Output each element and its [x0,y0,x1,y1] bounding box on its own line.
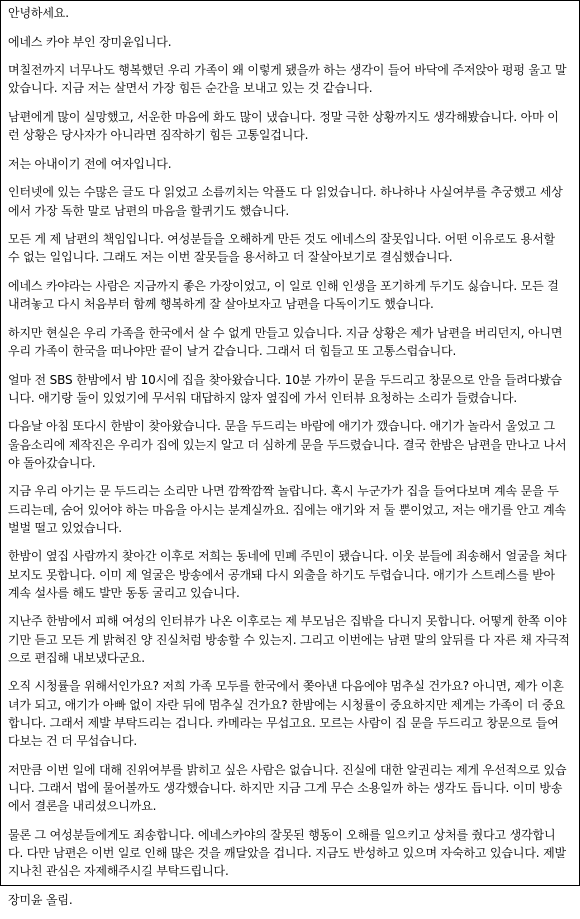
letter-body [8,4,570,919]
paragraph: 얼마 전 SBS 한밤에서 밤 10시에 집을 찾아왔습니다. 10분 가까이 문을 두드리고 창문으로 안을 들려다봤습니다. 애기랑 둘이 있었기에 무서워 대답하지 않자 옆집에 가서 인터뷰 요청하는 소리가 들렸습니다. [8,372,562,405]
paragraph: 하지만 현실은 우리 가족을 한국에서 살 수 없게 만들고 있습니다. 지금 상황은 제가 남편을 버리던지, 아니면 우리 가족이 한국을 떠나야만 끝이 날거 같습니다. 그래서 더 힘들고 또 고통스럽습니다. [8,325,563,358]
paragraph: 며칠전까지 너무나도 행복했던 우리 가족이 왜 이렇게 됐을까 하는 생각이 들어 바닥에 주저앉아 펑펑 울고 말았습니다. 지금 저는 살면서 가장 힘든 순간을 보내고 있는 것 같습니다. [8,63,567,96]
paragraph-intro: 에네스 카야 부인 장미윤입니다. [8,34,172,49]
paragraph: 저만큼 이번 일에 대해 진위여부를 밝히고 싶은 사람은 없습니다. 진실에 대한 알권리는 제게 우선적으로 있습니다. 그래서 법에 물어볼까도 생각했습니다. 하지만 지금 그게 무슨 소용일까 하는 생각도 듭니다. 이미 방송에서 결론을 내리셨으니까요. [8,762,567,813]
paragraph: 물론 그 여성분들에게도 죄송합니다. 에네스카야의 잘못된 행동이 오해를 일으키고 상처를 줬다고 생각합니다. 다만 남편은 이번 일로 인해 많은 것을 깨달았을 겁니다. 지금도 반성하고 있으며 자숙하고 있습니다. 제발 지나친 관심은 자제해주시길 부탁드립니다. [8,827,566,878]
paragraph: 오직 시청률을 위해서인가요? 저희 가족 모두를 한국에서 쫒아낸 다음에야 멈추실 건가요? 아니면, 제가 이혼녀가 되고, 애기가 아빠 없이 자란 뒤에 멈추실 건가요? 한밤에는 시청률이 중요하지만 제게는 가족이 더 중요합니다. 그래서 제발 부탁드리는 겁니다. 카메라는 무섭고요. 모르는 사람이 집 문을 두드리고 창문으로 들여다보는 건 더 무섭습니다. [8,679,565,748]
paragraph: 지난주 한밤에서 피해 여성의 인터뷰가 나온 이후로는 제 부모님은 집밖을 다니지 못합니다. 어떻게 한쪽 이야기만 듣고 모든 게 밝혀진 양 진실처럼 방송할 수 있는지. 그리고 이번에는 남편 말의 앞뒤를 다 자른 채 자극적으로 편집해 내보냈다군요. [8,614,570,665]
paragraph: 다음날 아침 또다시 한밤이 찾아왔습니다. 문을 두드리는 바람에 애기가 깼습니다. 애기가 놀라서 울었고 그 울음소리에 제작진은 우리가 집에 있는지 알고 더 심하게 문을 두드렸습니다. 결국 한밤은 남편을 만나고 나서야 돌아갔습니다. [8,419,567,470]
paragraph: 한밤이 옆집 사람까지 찾아간 이후로 저희는 동네에 민폐 주민이 됐습니다. 이웃 분들에 죄송해서 얼굴을 쳐다보지도 못합니다. 이미 제 얼굴은 방송에서 공개돼 다시 외출을 하기도 두렵습니다. 애기가 스트레스를 받아 계속 설사를 해도 발만 동동 굴리고 있습니다. [8,549,567,600]
signature: 장미윤 올림. [8,892,73,907]
paragraph: 지금 우리 아기는 문 두드리는 소리만 나면 깜짝깜짝 놀랍니다. 혹시 누군가가 집을 들여다보며 계속 문을 두드리는데, 숨어 있어야 하는 마음을 아시는 분계실까요. 집에는 애기와 저 둘 뿐이었고, 저는 애기를 안고 계속 벌벌 떨고 있었습니다. [8,484,566,535]
paragraph: 모든 게 제 남편의 책임입니다. 여성분들을 오해하게 만든 것도 에네스의 잘못입니다. 어떤 이유로도 용서할 수 없는 일입니다. 그래도 저는 이번 잘못들을 용서하고 더 잘살아보기로 결심했습니다. [8,232,555,265]
paragraph: 남편에게 많이 실망했고, 서운한 마음에 화도 많이 냈습니다. 정말 극한 상황까지도 생각해봤습니다. 아마 이런 상황은 당사자가 아니라면 짐작하기 힘든 고통일겁니다. [8,109,559,143]
paragraph: 인터넷에 있는 수많은 글도 다 읽었고 소름끼치는 악플도 다 읽었습니다. 하나하나 사실여부를 추궁했고 세상에서 가장 독한 말로 남편의 마음을 할퀴기도 했습니다. [8,185,563,218]
greeting: 안녕하세요. [8,6,69,20]
paragraph: 저는 아내이기 전에 여자입니다. [8,156,172,171]
paragraph: 에네스 카야라는 사람은 지금까지 좋은 가장이었고, 이 일로 인해 인생을 포기하게 두기도 싫습니다. 모든 걸 내려놓고 다시 처음부터 함께 행복하게 잘 살아보자고 남편을 다독이기도 했습니다. [8,278,559,312]
